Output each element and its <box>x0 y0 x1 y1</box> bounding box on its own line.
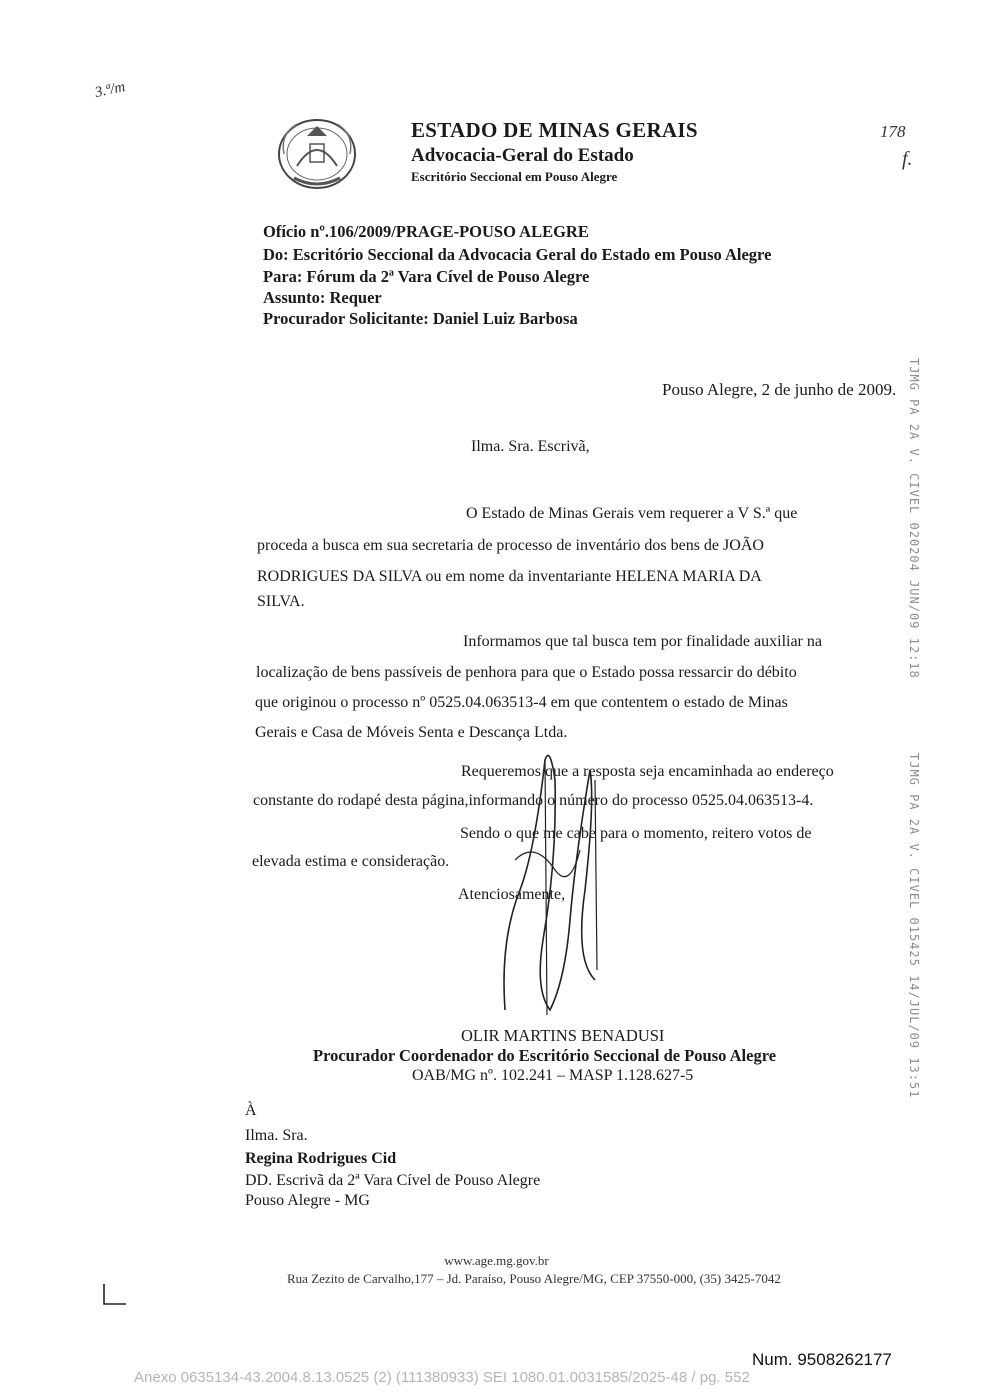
p1-line-3: RODRIGUES DA SILVA ou em nome da inventariante HELENA MARIA DA <box>257 568 762 585</box>
margin-initial: f. <box>902 148 913 170</box>
p4-line-2: elevada estima e consideração. <box>252 853 450 870</box>
date-line: Pouso Alegre, 2 de junho de 2009. <box>662 380 897 399</box>
footer-url: www.age.mg.gov.br <box>444 1253 549 1268</box>
requester-line: Procurador Solicitante: Daniel Luiz Barbosa <box>263 309 578 328</box>
p2-line-4: Gerais e Casa de Móveis Senta e Descança Ltda. <box>255 724 568 741</box>
p1-line-1: O Estado de Minas Gerais vem requerer a V S.ª que <box>466 505 798 522</box>
from-line: Do: Escritório Seccional da Advocacia Geral do Estado em Pouso Alegre <box>263 245 772 264</box>
margin-page-number: 178 <box>880 122 906 141</box>
protocol-stamp-2: TJMG PA 2A V. CIVEL 015425 14/JUL/09 13:51 <box>907 753 921 1099</box>
protocol-stamps <box>905 358 927 1099</box>
p2-line-3: que originou o processo nº 0525.04.063513-4 em que contentem o estado de Minas <box>255 694 788 711</box>
corner-handwritten-note: 3.ª/m <box>93 79 127 101</box>
recipient-role: DD. Escrivã da 2ª Vara Cível de Pouso Alegre <box>245 1172 541 1189</box>
signatory-registration: OAB/MG nº. 102.241 – MASP 1.128.627-5 <box>412 1067 694 1084</box>
closing: Atenciosamente, <box>458 886 566 903</box>
footer-address: Rua Zezito de Carvalho,177 – Jd. Paraíso, Pouso Alegre/MG, CEP 37550-000, (35) 3425-7042 <box>287 1271 781 1286</box>
recipient-to: À <box>245 1102 257 1119</box>
protocol-stamp-1: TJMG PA 2A V. CIVEL 020204 JUN/09 12:18 <box>907 358 921 679</box>
to-line: Para: Fórum da 2ª Vara Cível de Pouso Alegre <box>263 267 590 286</box>
p3-line-1: Requeremos que a resposta seja encaminhada ao endereço <box>461 763 834 780</box>
state-seal-icon <box>272 114 362 194</box>
p2-line-1: Informamos que tal busca tem por finalidade auxiliar na <box>463 633 822 650</box>
p2-line-2: localização de bens passíveis de penhora para que o Estado possa ressarcir do débito <box>256 664 797 681</box>
annex-line: Anexo 0635134-43.2004.8.13.0525 (2) (111380933) SEI 1080.01.0031585/2025-48 / pg. 552 <box>134 1369 750 1386</box>
p1-line-2: proceda a busca em sua secretaria de processo de inventário dos bens de JOÃO <box>257 537 764 554</box>
p3-line-2: constante do rodapé desta página,informando o número do processo 0525.04.063513-4. <box>253 792 814 809</box>
recipient-salutation: Ilma. Sra. <box>245 1127 308 1144</box>
p4-line-1: Sendo o que me cabe para o momento, reitero votos de <box>460 825 812 842</box>
header-agency: Advocacia-Geral do Estado <box>411 145 634 166</box>
document-number: Num. 9508262177 <box>752 1350 892 1369</box>
header-office: Escritório Seccional em Pouso Alegre <box>411 169 618 184</box>
margin-bracket-mark <box>100 1282 130 1308</box>
p1-line-4: SILVA. <box>257 593 305 610</box>
salutation: Ilma. Sra. Escrivã, <box>471 438 590 455</box>
subject-line: Assunto: Requer <box>263 288 382 307</box>
handwritten-signature <box>495 740 615 1020</box>
signatory-name: OLIR MARTINS BENADUSI <box>461 1026 665 1045</box>
signatory-title: Procurador Coordenador do Escritório Seccional de Pouso Alegre <box>313 1046 777 1065</box>
recipient-city: Pouso Alegre - MG <box>245 1192 370 1209</box>
oficio-line: Ofício nº.106/2009/PRAGE-POUSO ALEGRE <box>263 222 589 241</box>
header-state: ESTADO DE MINAS GERAIS <box>411 118 698 142</box>
recipient-name: Regina Rodrigues Cid <box>245 1150 397 1167</box>
